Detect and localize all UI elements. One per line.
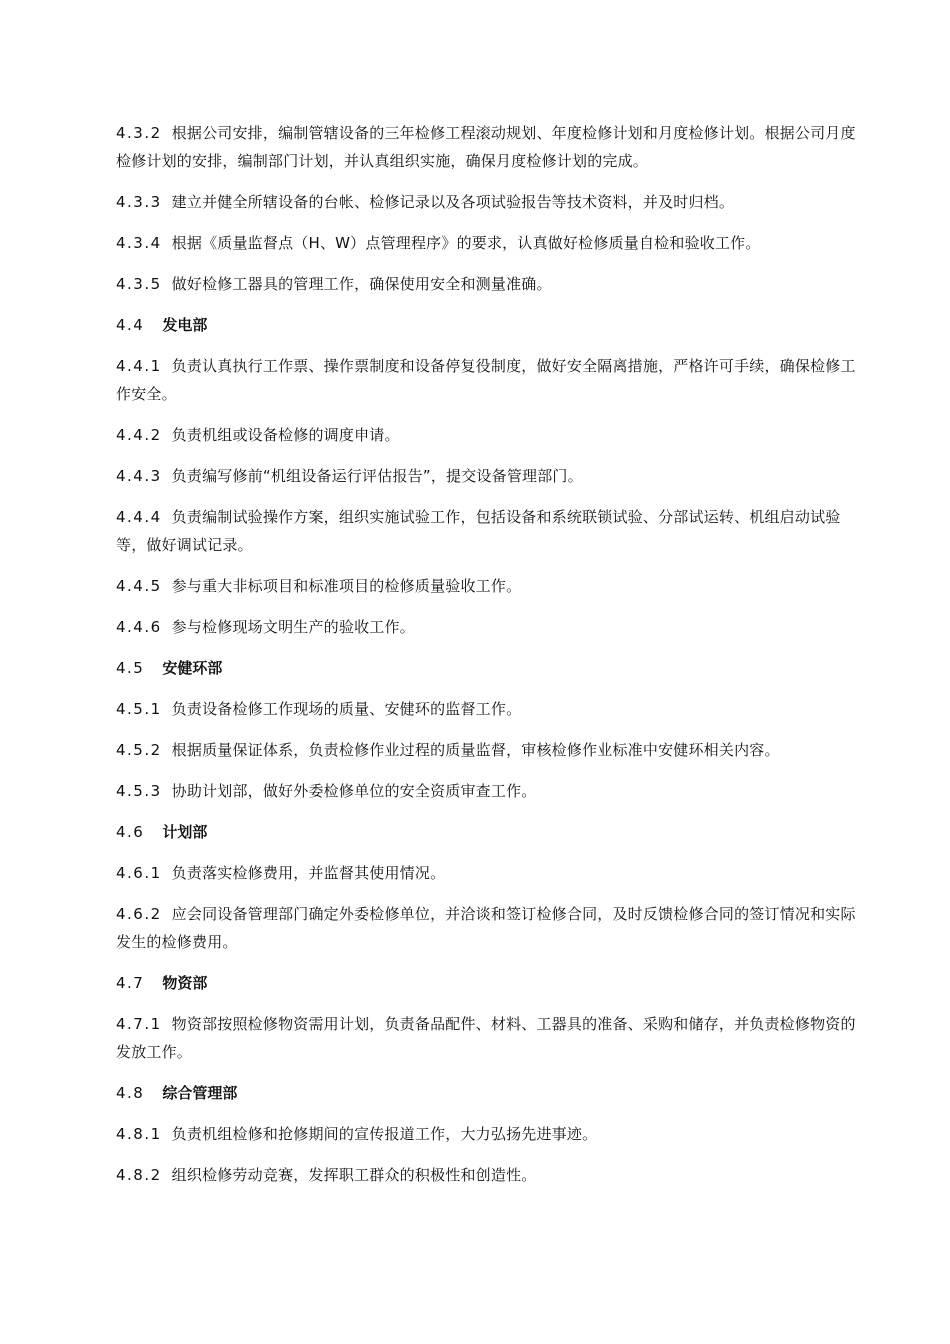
section-title: 发电部 <box>162 316 208 334</box>
clause-text: 应会同设备管理部门确定外委检修单位，并洽谈和签订检修合同，及时反馈检修合同的签订情况和实际发生的检修费用。 <box>116 905 856 951</box>
clause-number: 4.5.1 <box>116 700 162 718</box>
clause-text: 负责编写修前“机组设备运行评估报告”，提交设备管理部门。 <box>171 467 583 485</box>
section-number: 4.4 <box>116 316 145 334</box>
clause-number: 4.8.2 <box>116 1166 162 1184</box>
clause-number: 4.4.4 <box>116 508 162 526</box>
clause-4-3-5 <box>116 270 864 298</box>
clause-4-4-5 <box>116 572 864 600</box>
clause-number: 4.4.5 <box>116 577 162 595</box>
clause-4-8-2 <box>116 1161 864 1189</box>
clause-text: 参与检修现场文明生产的验收工作。 <box>171 618 415 636</box>
clause-text: 参与重大非标项目和标准项目的检修质量验收工作。 <box>171 577 522 595</box>
clause-text: 组织检修劳动竞赛，发挥职工群众的积极性和创造性。 <box>171 1166 537 1184</box>
clause-number: 4.3.3 <box>116 193 162 211</box>
clause-number: 4.5.3 <box>116 782 162 800</box>
clause-text: 协助计划部，做好外委检修单位的安全资质审查工作。 <box>171 782 537 800</box>
clause-4-3-3 <box>116 188 864 216</box>
clause-number: 4.4.2 <box>116 426 162 444</box>
clause-4-8-1 <box>116 1120 864 1148</box>
document-page <box>116 119 864 1202</box>
section-number: 4.8 <box>116 1084 145 1102</box>
clause-text: 根据公司安排，编制管辖设备的三年检修工程滚动规划、年度检修计划和月度检修计划。根据公司月度检修计划的安排，编制部门计划，并认真组织实施，确保月度检修计划的完成。 <box>116 124 856 170</box>
clause-4-3-2 <box>116 119 864 175</box>
section-number: 4.5 <box>116 659 145 677</box>
clause-text: 负责设备检修工作现场的质量、安健环的监督工作。 <box>171 700 522 718</box>
clause-4-6-1 <box>116 859 864 887</box>
section-heading-4-6 <box>116 818 864 846</box>
clause-number: 4.3.4 <box>116 234 162 252</box>
clause-4-4-4 <box>116 503 864 559</box>
section-number: 4.6 <box>116 823 145 841</box>
section-number: 4.7 <box>116 974 145 992</box>
clause-4-4-2 <box>116 421 864 449</box>
section-title: 计划部 <box>162 823 208 841</box>
section-heading-4-8 <box>116 1079 864 1107</box>
clause-4-6-2 <box>116 900 864 956</box>
section-heading-4-7 <box>116 969 864 997</box>
clause-text: 做好检修工器具的管理工作，确保使用安全和测量准确。 <box>171 275 552 293</box>
clause-number: 4.8.1 <box>116 1125 162 1143</box>
clause-text: 负责机组或设备检修的调度申请。 <box>171 426 400 444</box>
clause-4-5-1 <box>116 695 864 723</box>
clause-text: 负责编制试验操作方案，组织实施试验工作，包括设备和系统联锁试验、分部试运转、机组启动试验等，做好调试记录。 <box>116 508 841 554</box>
clause-text: 根据《质量监督点（H、W）点管理程序》的要求，认真做好检修质量自检和验收工作。 <box>171 234 761 252</box>
clause-number: 4.7.1 <box>116 1015 162 1033</box>
clause-4-4-3 <box>116 462 864 490</box>
clause-4-7-1 <box>116 1010 864 1066</box>
clause-4-4-1 <box>116 352 864 408</box>
clause-text: 负责机组检修和抢修期间的宣传报道工作，大力弘扬先进事迹。 <box>171 1125 598 1143</box>
section-title: 综合管理部 <box>162 1084 238 1102</box>
clause-4-4-6 <box>116 613 864 641</box>
clause-text: 物资部按照检修物资需用计划，负责备品配件、材料、工器具的准备、采购和储存，并负责检修物资的发放工作。 <box>116 1015 856 1061</box>
clause-4-5-2 <box>116 736 864 764</box>
clause-number: 4.4.6 <box>116 618 162 636</box>
section-heading-4-4 <box>116 311 864 339</box>
clause-4-3-4 <box>116 229 864 257</box>
clause-number: 4.5.2 <box>116 741 162 759</box>
clause-number: 4.3.5 <box>116 275 162 293</box>
clause-number: 4.3.2 <box>116 124 162 142</box>
clause-text: 根据质量保证体系，负责检修作业过程的质量监督，审核检修作业标准中安健环相关内容。 <box>171 741 780 759</box>
section-title: 安健环部 <box>162 659 223 677</box>
clause-number: 4.6.2 <box>116 905 162 923</box>
clause-number: 4.4.1 <box>116 357 162 375</box>
section-heading-4-5 <box>116 654 864 682</box>
clause-4-5-3 <box>116 777 864 805</box>
clause-text: 负责落实检修费用，并监督其使用情况。 <box>171 864 446 882</box>
clause-number: 4.6.1 <box>116 864 162 882</box>
clause-text: 负责认真执行工作票、操作票制度和设备停复役制度，做好安全隔离措施，严格许可手续，确保检修工作安全。 <box>116 357 856 403</box>
clause-number: 4.4.3 <box>116 467 162 485</box>
section-title: 物资部 <box>162 974 208 992</box>
clause-text: 建立并健全所辖设备的台帐、检修记录以及各项试验报告等技术资料，并及时归档。 <box>171 193 735 211</box>
